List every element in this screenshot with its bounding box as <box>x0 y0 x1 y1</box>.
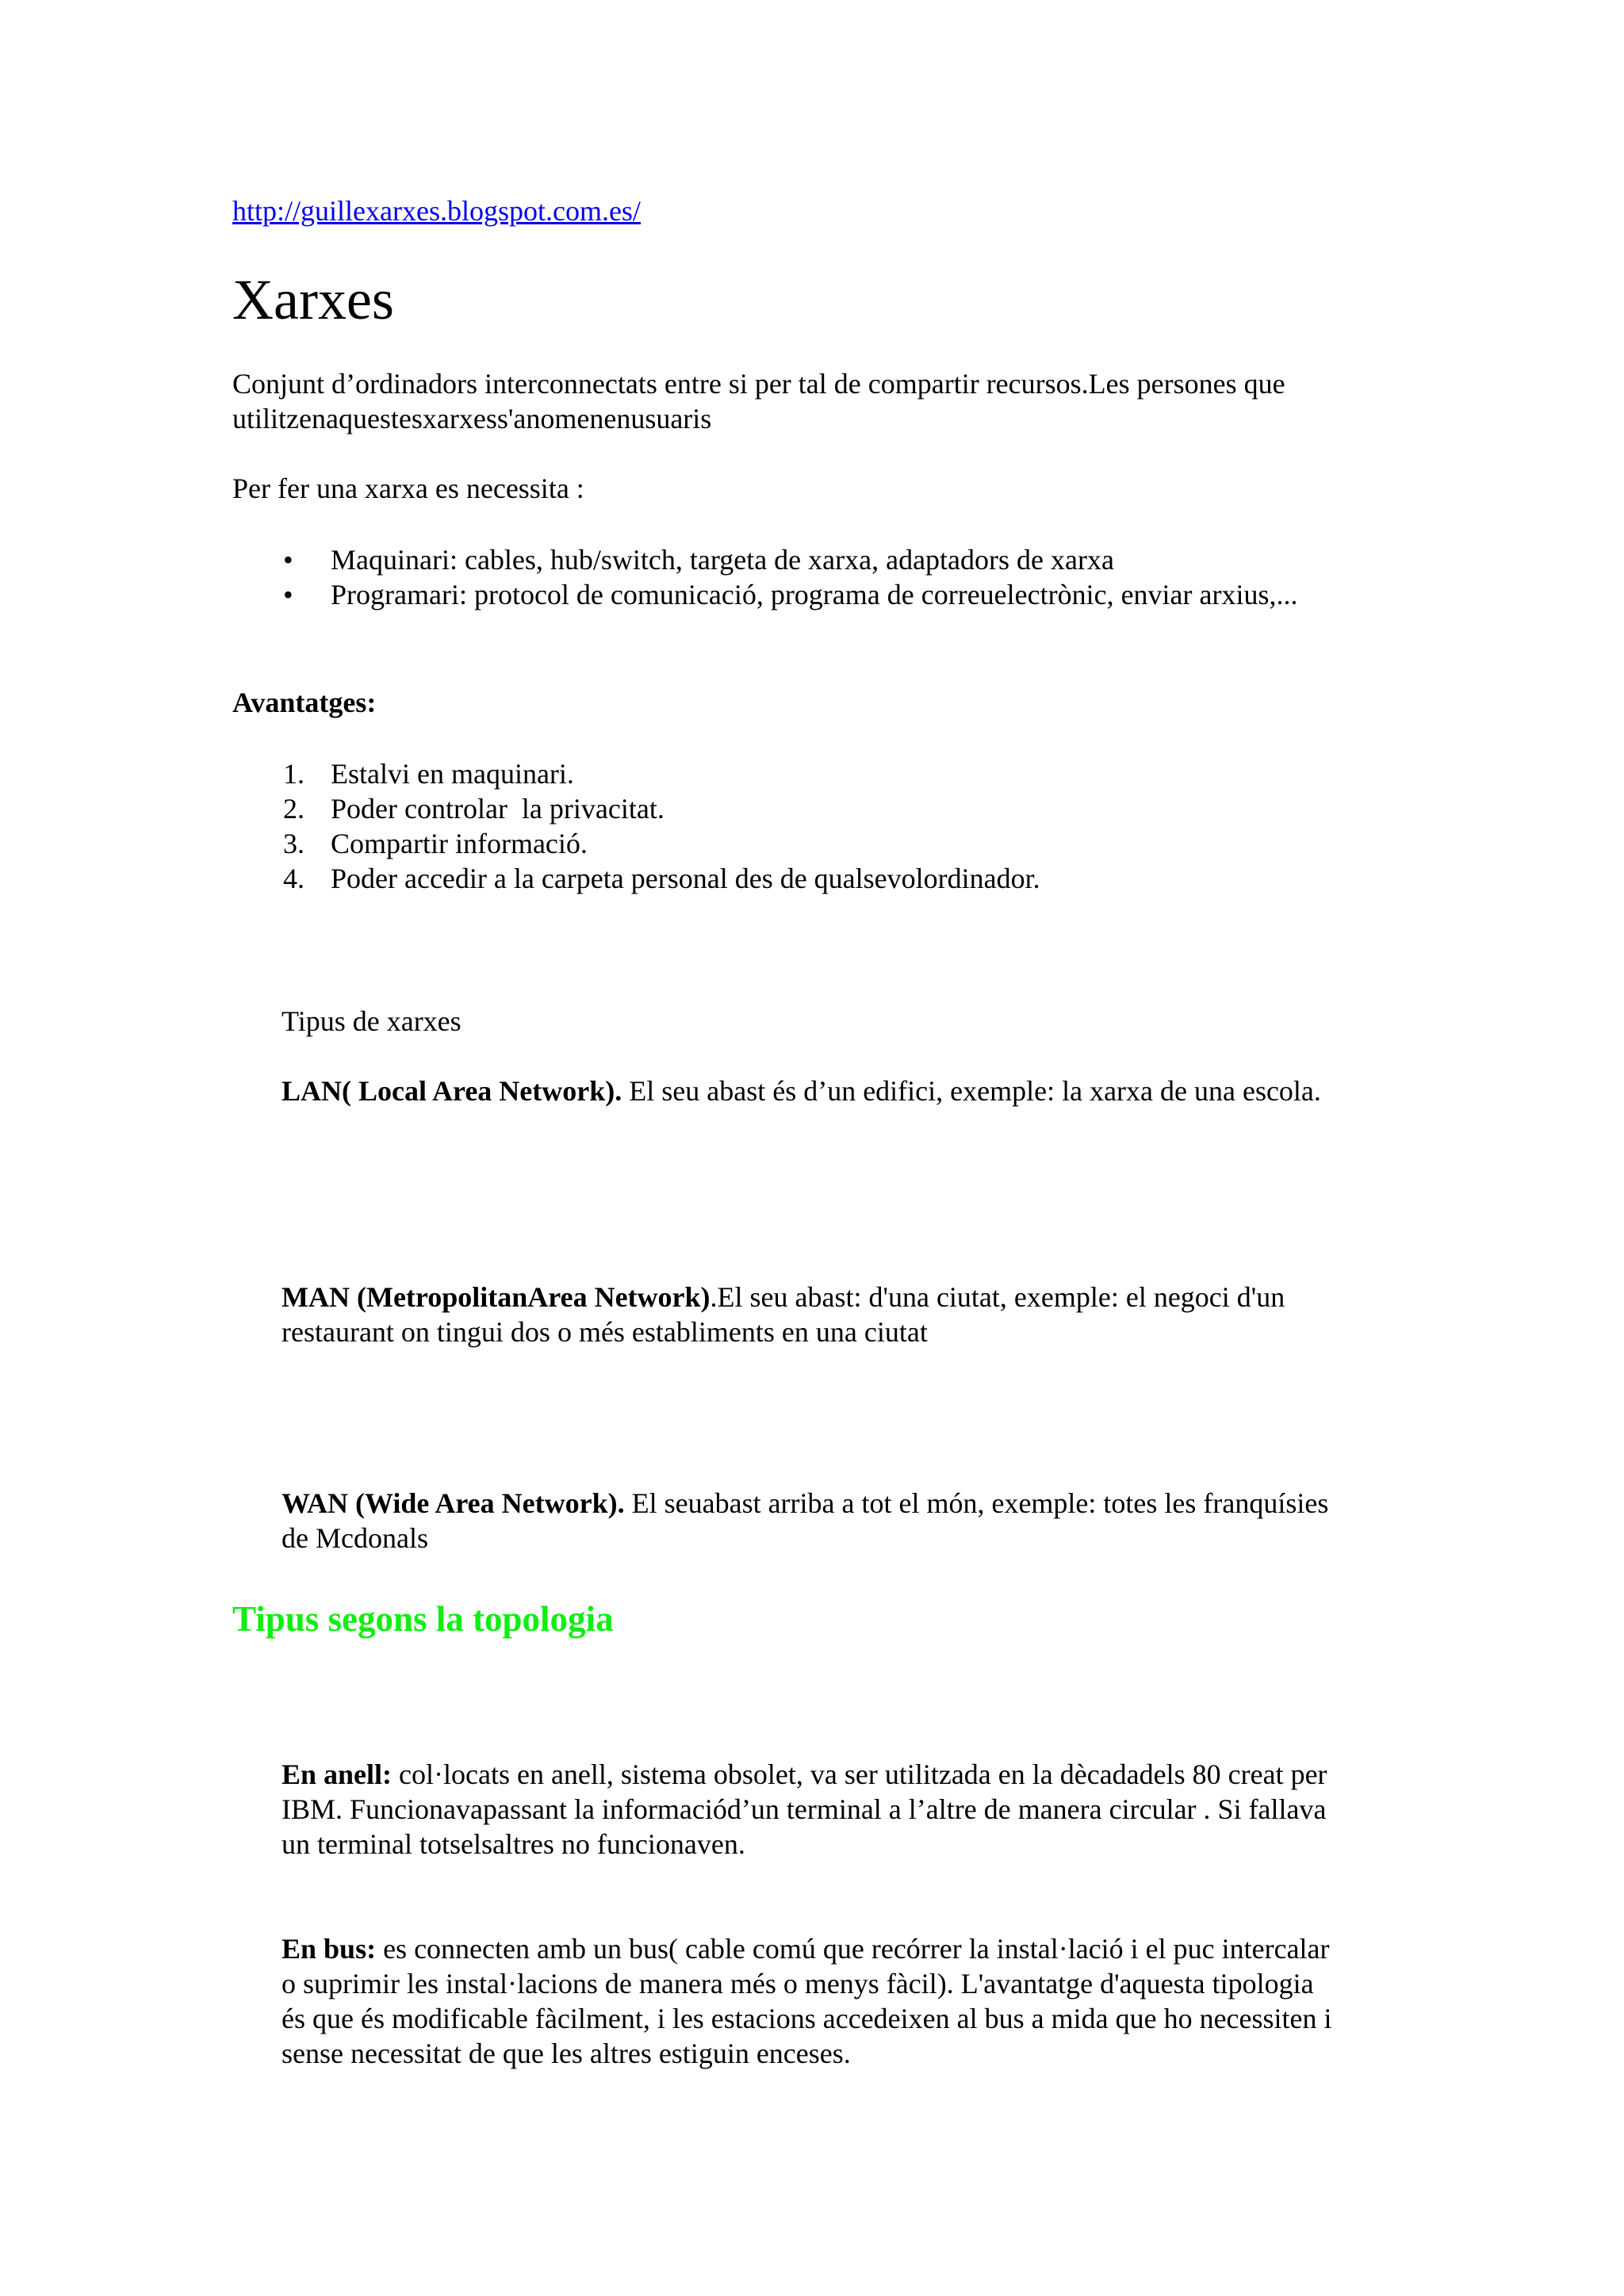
bullet-item-software: Programari: protocol de comunicació, programa de correuelectrònic, enviar arxius,... <box>331 579 1298 610</box>
advantage-item: Poder accedir a la carpeta personal des de qualsevolordinador. <box>331 863 1040 894</box>
ring-paragraph-line-2: IBM. Funcionavapassant la informaciód’un terminal a l’altre de manera circular . Si fallava <box>282 1793 1327 1825</box>
advantages-heading: Avantatges: <box>232 687 377 718</box>
wan-paragraph-line-2: de Mcdonals <box>282 1522 428 1554</box>
bus-paragraph-line-3: és que és modificable fàcilment, i les estacions accedeixen al bus a mida que ho necessiten i <box>282 2003 1332 2034</box>
bullet-dot-icon: • <box>283 579 293 610</box>
bullet-item-hardware: Maquinari: cables, hub/switch, targeta de xarxa, adaptadors de xarxa <box>331 544 1114 576</box>
advantage-item: Poder controlar la privacitat. <box>331 793 665 825</box>
bullet-dot-icon: • <box>283 544 293 576</box>
lan-paragraph: LAN( Local Area Network). El seu abast és d’un edifici, exemple: la xarxa de una escola. <box>282 1075 1321 1107</box>
bus-paragraph-line-2: o suprimir les instal·lacions de manera més o menys fàcil). L'avantatge d'aquesta tipologia <box>282 1968 1314 1999</box>
network-types-heading: Tipus de xarxes <box>282 1005 462 1037</box>
advantage-item: Compartir informació. <box>331 828 588 859</box>
bus-paragraph-line-4: sense necessitat de que les altres estiguin enceses. <box>282 2038 851 2069</box>
intro-line-1: Conjunt d’ordinadors interconnectats entre si per tal de compartir recursos.Les persones que <box>232 368 1285 400</box>
list-number: 2. <box>283 793 304 825</box>
intro-line-2: utilitzenaquestesxarxess'anomenenusuaris <box>232 403 712 434</box>
requirements-text: Per fer una xarxa es necessita : <box>232 473 584 504</box>
blog-url-link[interactable]: http://guillexarxes.blogspot.com.es/ <box>232 195 641 227</box>
man-paragraph-line-2: restaurant on tingui dos o més establiments en una ciutat <box>282 1316 928 1348</box>
ring-paragraph-line-3: un terminal totselsaltres no funcionaven. <box>282 1828 745 1860</box>
wan-paragraph-line-1: WAN (Wide Area Network). El seuabast arriba a tot el món, exemple: totes les franquísies <box>282 1487 1329 1519</box>
list-number: 4. <box>283 863 304 894</box>
advantage-item: Estalvi en maquinari. <box>331 758 574 790</box>
ring-paragraph-line-1: En anell: col·locats en anell, sistema obsolet, va ser utilitzada en la dècadadels 80 creat per <box>282 1758 1327 1790</box>
list-number: 3. <box>283 828 304 859</box>
page-title: Xarxes <box>232 268 394 331</box>
topology-heading: Tipus segons la topologia <box>232 1599 614 1639</box>
bus-paragraph-line-1: En bus: es connecten amb un bus( cable comú que recórrer la instal·lació i el puc intercalar <box>282 1933 1330 1965</box>
man-paragraph-line-1: MAN (MetropolitanArea Network).El seu abast: d'una ciutat, exemple: el negoci d'un <box>282 1281 1285 1313</box>
list-number: 1. <box>283 758 304 790</box>
